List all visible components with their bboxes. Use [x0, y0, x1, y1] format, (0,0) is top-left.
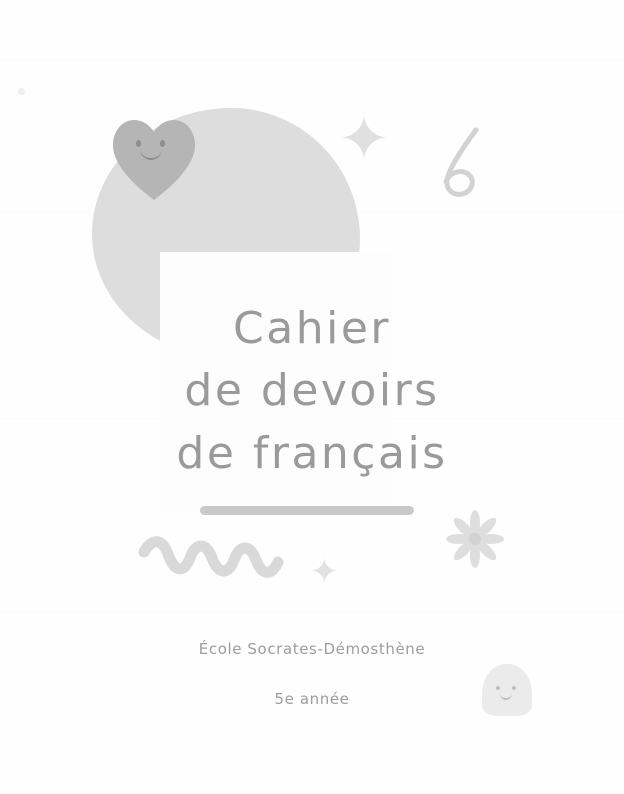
flower-doodle [444, 508, 506, 570]
title-underline [200, 506, 414, 515]
page-title [0, 298, 624, 485]
smile-icon [140, 147, 162, 160]
grade-level: 5e année [274, 690, 350, 708]
sparkle-large-icon: ✦ [338, 102, 390, 175]
cover-footer [0, 640, 624, 708]
heart-face [134, 140, 176, 162]
eye-icon [160, 140, 165, 147]
title-line-2: de devoirs [184, 365, 440, 417]
title-line-1: Cahier [233, 303, 391, 354]
ink-speck [18, 88, 25, 95]
squiggle-doodle-icon [138, 532, 284, 594]
heart-doodle [106, 112, 202, 204]
sparkle-small-icon: ✦ [310, 552, 339, 592]
paper-texture-band [0, 60, 624, 61]
school-name: École Socrates-Démosthène [198, 640, 426, 658]
flower-center [469, 533, 481, 545]
eye-icon [136, 140, 141, 147]
spiral-doodle-icon [424, 124, 496, 202]
title-line-3: de français [176, 427, 448, 479]
paper-texture-band [0, 612, 624, 613]
